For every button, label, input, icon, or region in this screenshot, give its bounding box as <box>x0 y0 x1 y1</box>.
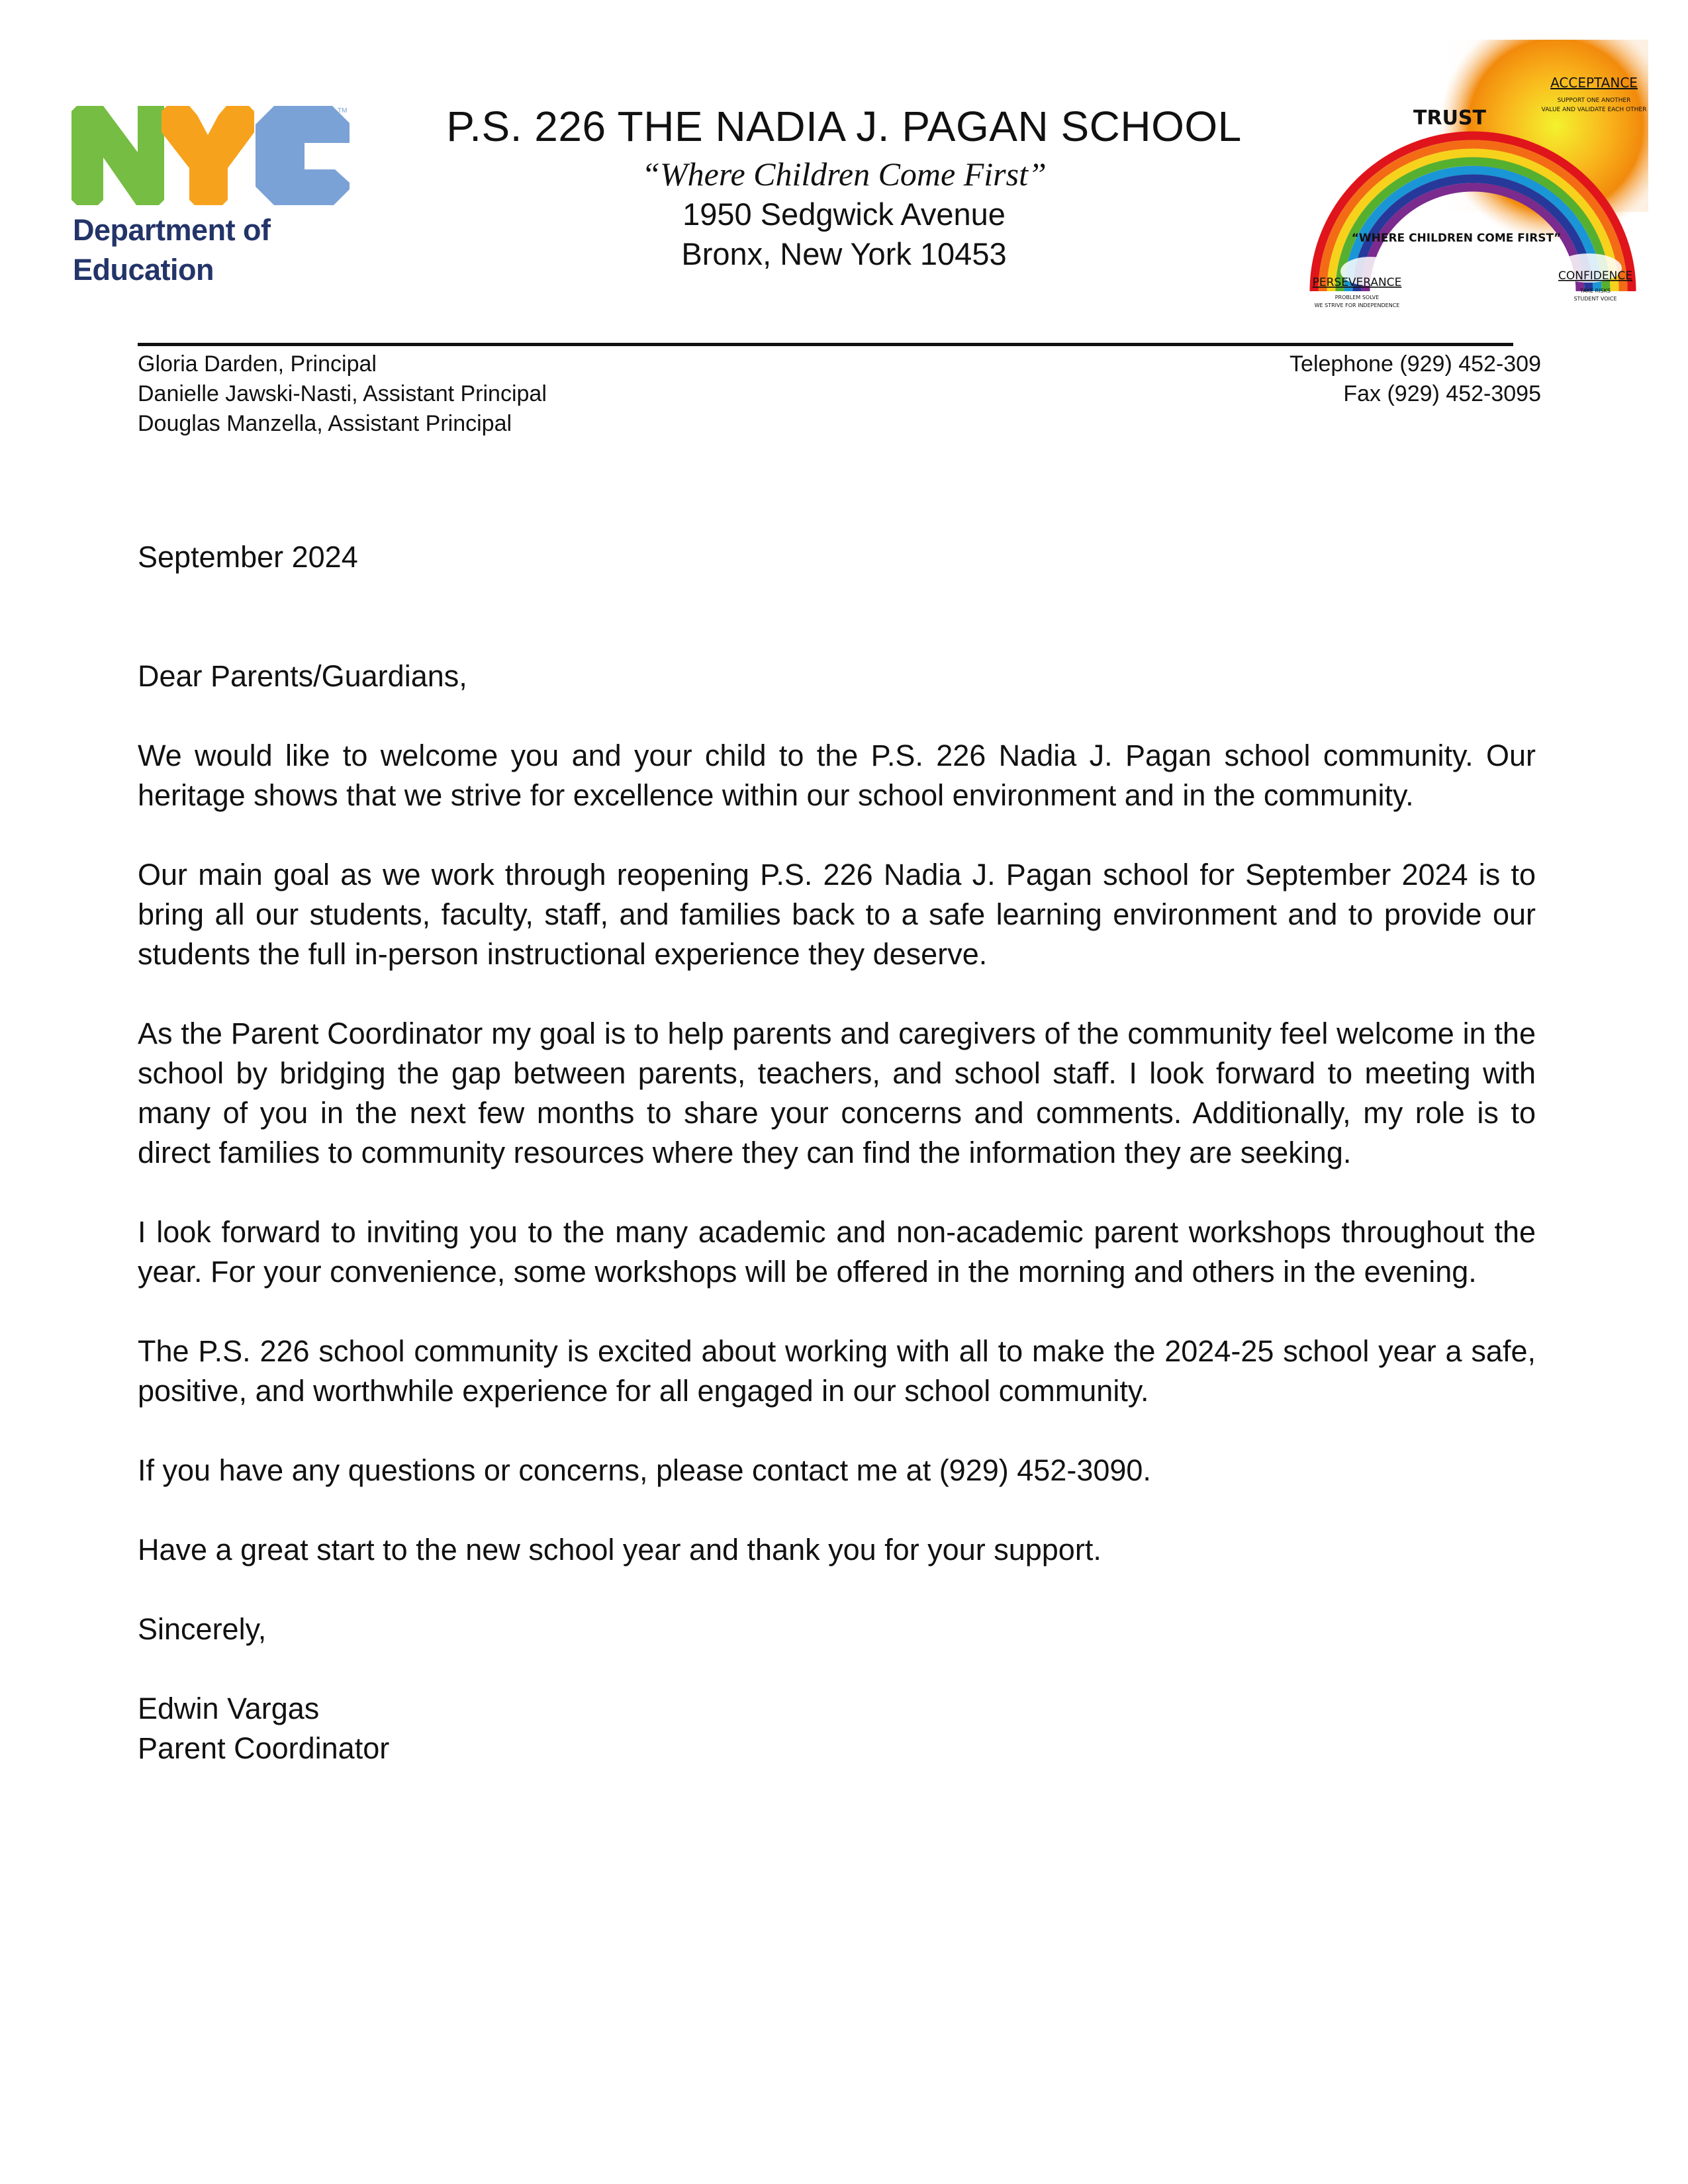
salutation: Dear Parents/Guardians, <box>138 659 467 693</box>
trademark-mark: TM <box>338 107 348 114</box>
confidence-label: CONFIDENCE <box>1558 269 1632 283</box>
nyc-letters-icon <box>71 106 356 205</box>
rainbow-sun-icon <box>1278 40 1648 311</box>
letter-body <box>138 537 1536 1768</box>
rainbow-emblem <box>1278 40 1648 311</box>
paragraph-thanks: Have a great start to the new school year and thank you for your support. <box>138 1533 1102 1567</box>
address-street: 1950 Sedgwick Avenue <box>682 197 1006 232</box>
paragraph-welcome: We would like to welcome you and your child to the P.S. 226 Nadia J. Pagan school community. Our heritage shows that we strive for excellence within our school environment and in the community. <box>138 739 1536 812</box>
school-header <box>371 99 1317 274</box>
fax-number: Fax (929) 452-3095 <box>1343 381 1541 406</box>
svg-text:SUPPORT ONE ANOTHER: SUPPORT ONE ANOTHER <box>1557 97 1631 104</box>
svg-text:WE STRIVE FOR INDEPENDENCE: WE STRIVE FOR INDEPENDENCE <box>1314 302 1400 308</box>
telephone-number: Telephone (929) 452-309 <box>1289 351 1541 377</box>
staff-assistant-principal-1: Danielle Jawski-Nasti, Assistant Principal <box>138 381 547 406</box>
svg-text:TAKE RISKS: TAKE RISKS <box>1580 288 1611 294</box>
svg-text:STUDENT VOICE: STUDENT VOICE <box>1573 296 1617 302</box>
signer-title: Parent Coordinator <box>138 1731 390 1765</box>
contact-info <box>1289 349 1541 409</box>
letter-date: September 2024 <box>138 540 358 574</box>
paragraph-workshops: I look forward to inviting you to the many academic and non-academic parent workshops throughout the year. For your convenience, some workshops will be offered in the morning and others in the evening. <box>138 1215 1536 1289</box>
acceptance-label: ACCEPTANCE <box>1550 75 1638 91</box>
address-city: Bronx, New York 10453 <box>681 236 1007 271</box>
school-motto: “Where Children Come First” <box>641 156 1047 193</box>
staff-principal: Gloria Darden, Principal <box>138 351 377 377</box>
nyc-doe-logo <box>71 106 356 291</box>
header-divider <box>138 343 1513 346</box>
svg-text:PROBLEM SOLVE: PROBLEM SOLVE <box>1335 295 1380 300</box>
staff-assistant-principal-2: Douglas Manzella, Assistant Principal <box>138 411 512 436</box>
trust-label: TRUST <box>1413 107 1486 130</box>
closing: Sincerely, <box>138 1612 267 1646</box>
paragraph-contact: If you have any questions or concerns, please contact me at (929) 452-3090. <box>138 1453 1151 1487</box>
department-of-education-label: Department of Education <box>73 213 271 287</box>
emblem-motto: “WHERE CHILDREN COME FIRST” <box>1351 232 1562 245</box>
staff-list <box>138 349 547 439</box>
paragraph-coordinator-role: As the Parent Coordinator my goal is to help parents and caregivers of the community feel welcome in the school by bridging the gap between parents, teachers, and school staff. I look forward to meeting with many of you in the next few months to share your concerns and comments. Additionally, my role is to direct families to community resources where they can find the information they are seeking. <box>138 1017 1536 1169</box>
perseverance-label: PERSEVERANCE <box>1312 276 1402 289</box>
school-name: P.S. 226 THE NADIA J. PAGAN SCHOOL <box>446 103 1242 150</box>
paragraph-community: The P.S. 226 school community is excited about working with all to make the 2024-25 school year a safe, positive, and worthwhile experience for all engaged in our school community. <box>138 1334 1536 1408</box>
paragraph-main-goal: Our main goal as we work through reopening P.S. 226 Nadia J. Pagan school for September 2024 is to bring all our students, faculty, staff, and families back to a safe learning environment and to provide our students the full in-person instructional experience they deserve. <box>138 858 1536 971</box>
svg-text:VALUE AND VALIDATE EACH OTHER: VALUE AND VALIDATE EACH OTHER <box>1541 107 1647 113</box>
signer-name: Edwin Vargas <box>138 1692 320 1725</box>
